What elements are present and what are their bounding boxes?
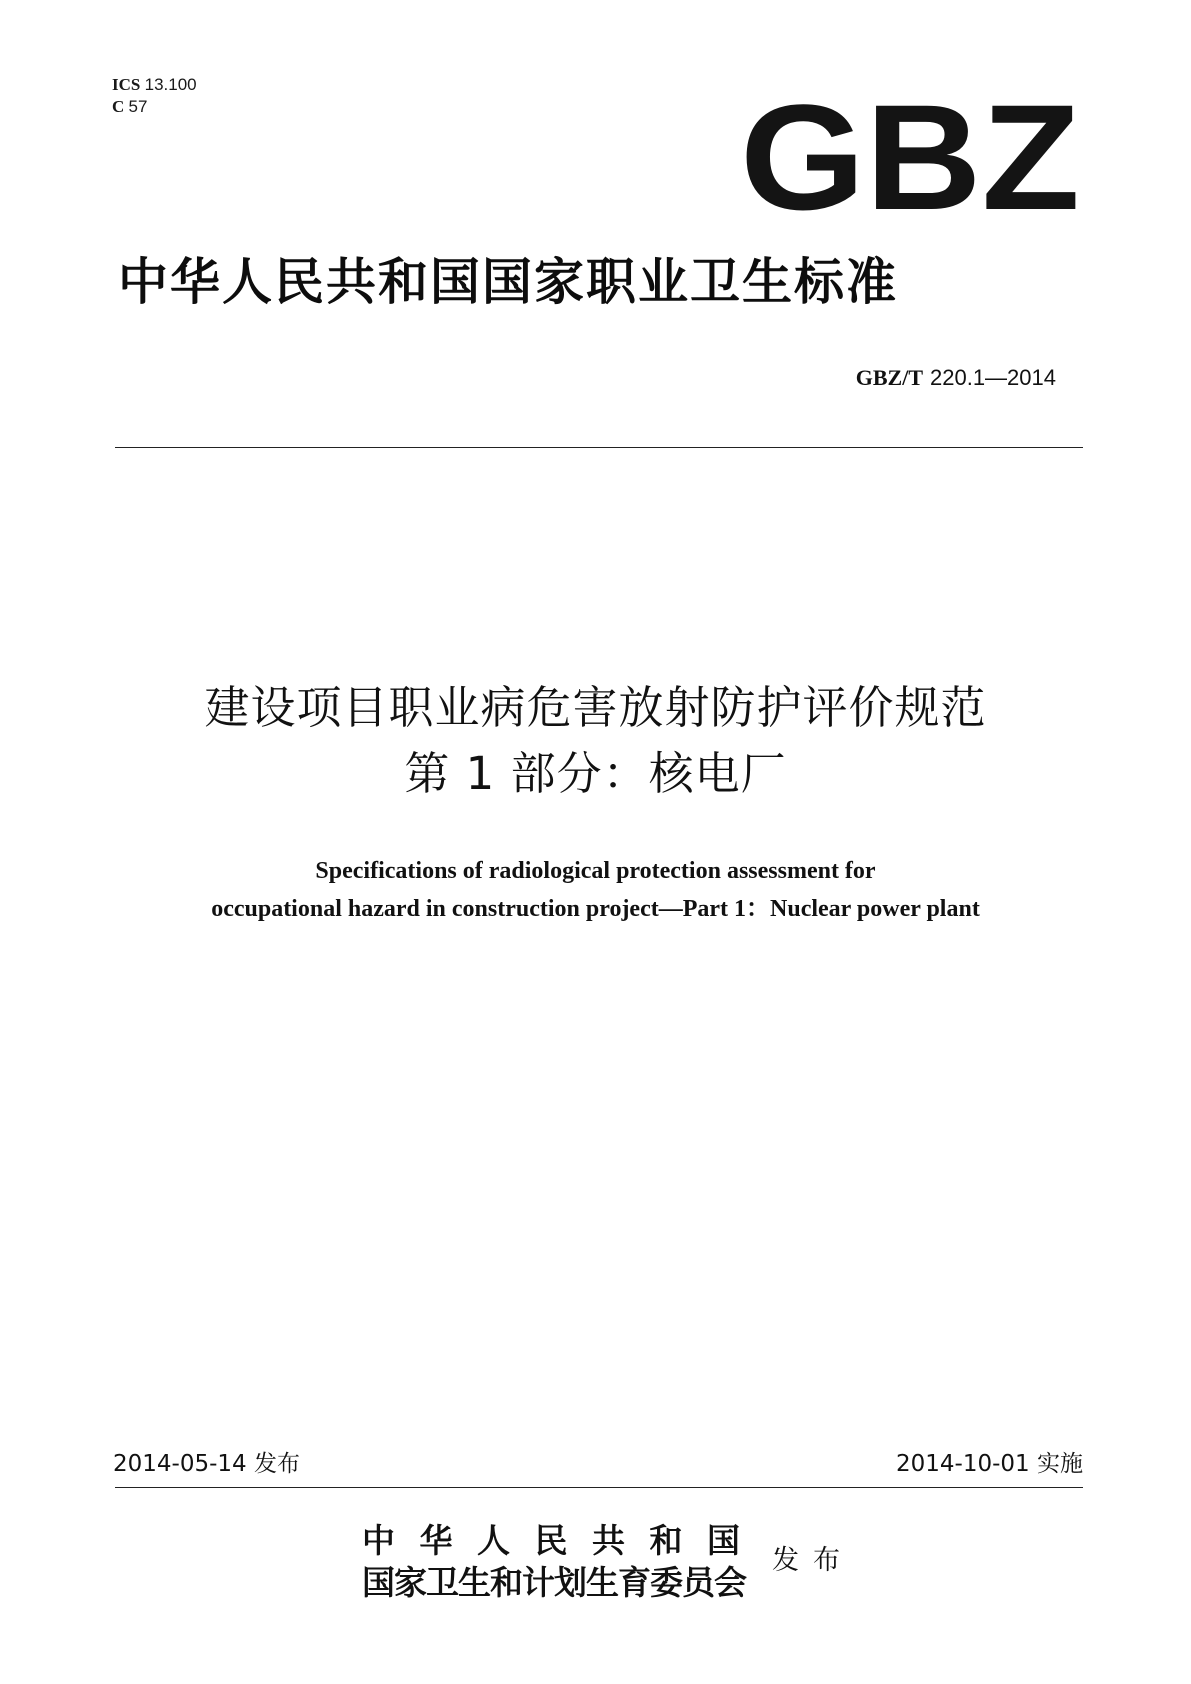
implementation-date: 2014-10-01 实施	[896, 1451, 1083, 1477]
chinese-title-line-1: 建设项目职业病危害放射防护评价规范	[204, 681, 987, 734]
standard-number-value: 220.1—2014	[930, 365, 1056, 390]
chinese-title	[80, 675, 1111, 807]
top-divider	[115, 447, 1083, 448]
ccs-code	[112, 96, 197, 118]
gbz-logo-text: GBZ	[740, 93, 1080, 211]
standard-number-prefix: GBZ/T	[855, 365, 923, 390]
issue-date: 2014-05-14 发布	[113, 1451, 300, 1477]
classification-codes	[112, 74, 197, 118]
ics-value: 13.100	[144, 75, 197, 94]
ccs-value: 57	[128, 97, 148, 116]
english-title-line-1: Specifications of radiological protection assessment for	[315, 858, 876, 884]
standard-category-title: 中华人民共和国国家职业卫生标准	[118, 252, 898, 311]
ics-label: ICS	[112, 75, 141, 94]
standard-number	[856, 364, 1056, 393]
issuer-line-2: 国家卫生和计划生育委员会	[362, 1563, 746, 1602]
ics-code	[112, 74, 197, 96]
ccs-label: C	[112, 97, 125, 116]
bottom-divider	[115, 1487, 1083, 1488]
gbz-logo	[738, 93, 1083, 211]
english-title	[80, 852, 1111, 928]
chinese-title-line-2: 第 1 部分：核电厂	[404, 747, 787, 800]
english-title-line-2: occupational hazard in construction project—Part 1：Nuclear power plant	[211, 896, 980, 922]
publish-label: 发布	[772, 1545, 854, 1576]
issuer-line-1: 中华人民共和国	[362, 1521, 740, 1560]
